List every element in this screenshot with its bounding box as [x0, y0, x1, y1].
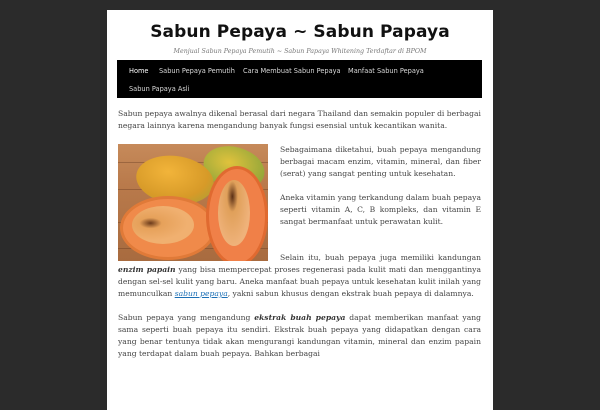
nav-item-sabun-pepaya-pemutih[interactable]: Sabun Pepaya Pemutih: [159, 67, 235, 75]
nav-item-cara-membuat-sabun-pepaya[interactable]: Cara Membuat Sabun Pepaya: [243, 67, 341, 75]
nav-item-home[interactable]: Home: [129, 67, 149, 75]
emphasis-ekstrak-buah-pepaya: ekstrak buah pepaya: [254, 313, 346, 322]
article-content: [118, 108, 481, 372]
main-navigation: [117, 60, 482, 98]
page-container: [107, 10, 493, 410]
papaya-image: [118, 144, 268, 261]
paragraph-vitamin: Aneka vitamin yang terkandung dalam buah pepaya seperti vitamin A, C, B kompleks, dan vitamin E sangat bermanfaat untuk perawatan kulit.: [280, 193, 481, 226]
nav-item-sabun-papaya-asli[interactable]: Sabun Papaya Asli: [129, 85, 190, 93]
paragraph-papain: Selain itu, buah pepaya juga memiliki kandungan enzim papain yang bisa mempercepat proses regenerasi pada kulit mati dan menggantinya dengan sel-sel kulit yang baru. Aneka manfaat buah pepaya untuk kesehatan kulit inilah yang memunculkan sabun pepaya, yakni sabun khusus dengan ekstrak buah pepaya di dalamnya.: [118, 253, 481, 298]
paragraph-intro: Sabun pepaya awalnya dikenal berasal dari negara Thailand dan semakin populer di berbagai negara lainnya karena mengandung banyak fungsi esensial untuk kecantikan wanita.: [118, 109, 481, 130]
paragraph-ekstrak: Sabun pepaya yang mengandung ekstrak buah pepaya dapat memberikan manfaat yang sama seperti buah pepaya itu sendiri. Ekstrak buah pepaya yang didapatkan dengan cara yang benar tentunya tidak akan mengurangi kandungan vitamin, mineral dan enzim papain yang terdapat dalam buah pepaya. Bahkan berbagai: [118, 313, 481, 358]
link-sabun-pepaya[interactable]: sabun pepaya: [174, 289, 228, 298]
site-title[interactable]: Sabun Pepaya ~ Sabun Papaya: [150, 22, 450, 42]
emphasis-enzim-papain: enzim papain: [118, 265, 176, 274]
nav-item-manfaat-sabun-pepaya[interactable]: Manfaat Sabun Pepaya: [348, 67, 424, 75]
site-description: Menjual Sabun Pepaya Pemutih ~ Sabun Papaya Whitening Terdaftar di BPOM: [173, 48, 427, 55]
paragraph-enzim: Sebagaimana diketahui, buah pepaya mengandung berbagai macam enzim, vitamin, mineral, dan fiber (serat) yang sangat penting untuk kesehatan.: [280, 145, 481, 178]
